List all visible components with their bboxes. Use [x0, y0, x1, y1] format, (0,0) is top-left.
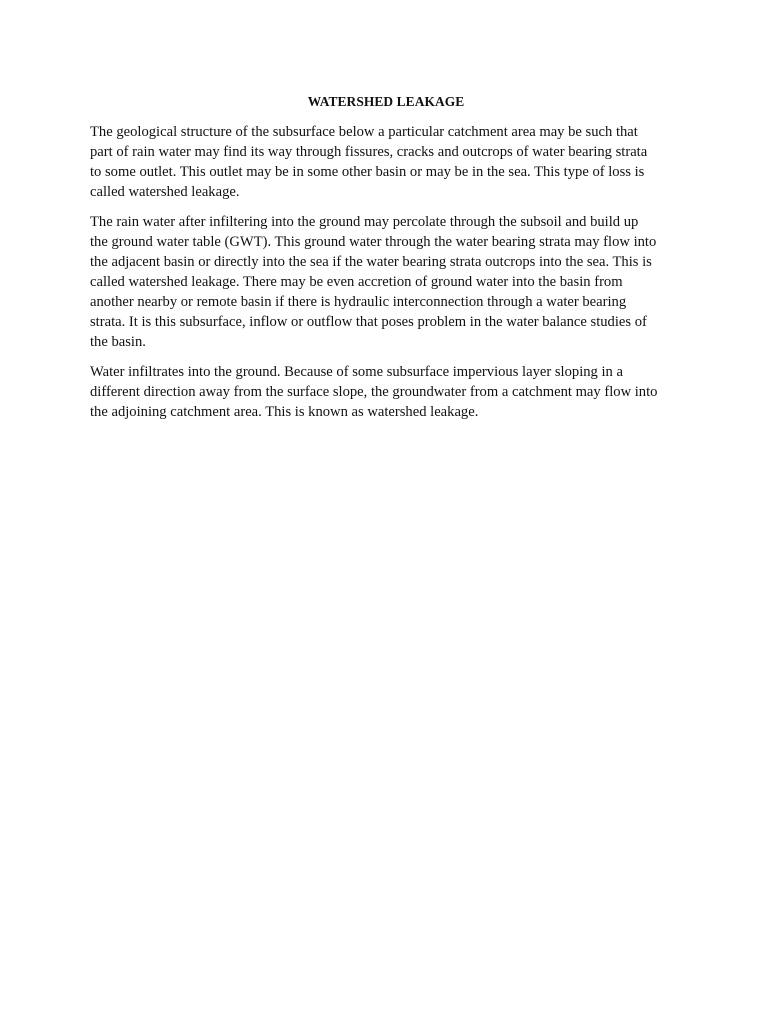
- paragraph-1: [90, 122, 682, 202]
- paragraph-line: called watershed leakage.: [90, 184, 240, 200]
- paragraph-line: The geological structure of the subsurface below a particular catchment area may be such that: [90, 124, 638, 140]
- document-title: WATERSHED LEAKAGE: [307, 94, 465, 109]
- paragraph-line: another nearby or remote basin if there is hydraulic interconnection through a water bearing: [90, 294, 627, 310]
- paragraph-line: the adjacent basin or directly into the sea if the water bearing strata outcrops into the sea. This is: [90, 254, 652, 270]
- paragraph-line: called watershed leakage. There may be even accretion of ground water into the basin from: [90, 274, 623, 290]
- paragraph-line: to some outlet. This outlet may be in some other basin or may be in the sea. This type of loss is: [90, 164, 645, 180]
- paragraph-line: part of rain water may find its way through fissures, cracks and outcrops of water bearing strata: [90, 144, 648, 160]
- paragraph-line: the adjoining catchment area. This is known as watershed leakage.: [90, 404, 479, 420]
- paragraph-line: the basin.: [90, 334, 146, 350]
- paragraph-line: different direction away from the surface slope, the groundwater from a catchment may flow into: [90, 384, 658, 400]
- document-body: [90, 92, 682, 432]
- paragraph-line: Water infiltrates into the ground. Because of some subsurface impervious layer sloping in a: [90, 364, 623, 380]
- paragraph-line: strata. It is this subsurface, inflow or outflow that poses problem in the water balance studies of: [90, 314, 647, 330]
- paragraph-line: The rain water after infiltering into the ground may percolate through the subsoil and build up: [90, 214, 639, 230]
- paragraph-3: [90, 362, 682, 422]
- paragraph-line: the ground water table (GWT). This ground water through the water bearing strata may flow into: [90, 234, 657, 250]
- paragraph-2: [90, 212, 682, 352]
